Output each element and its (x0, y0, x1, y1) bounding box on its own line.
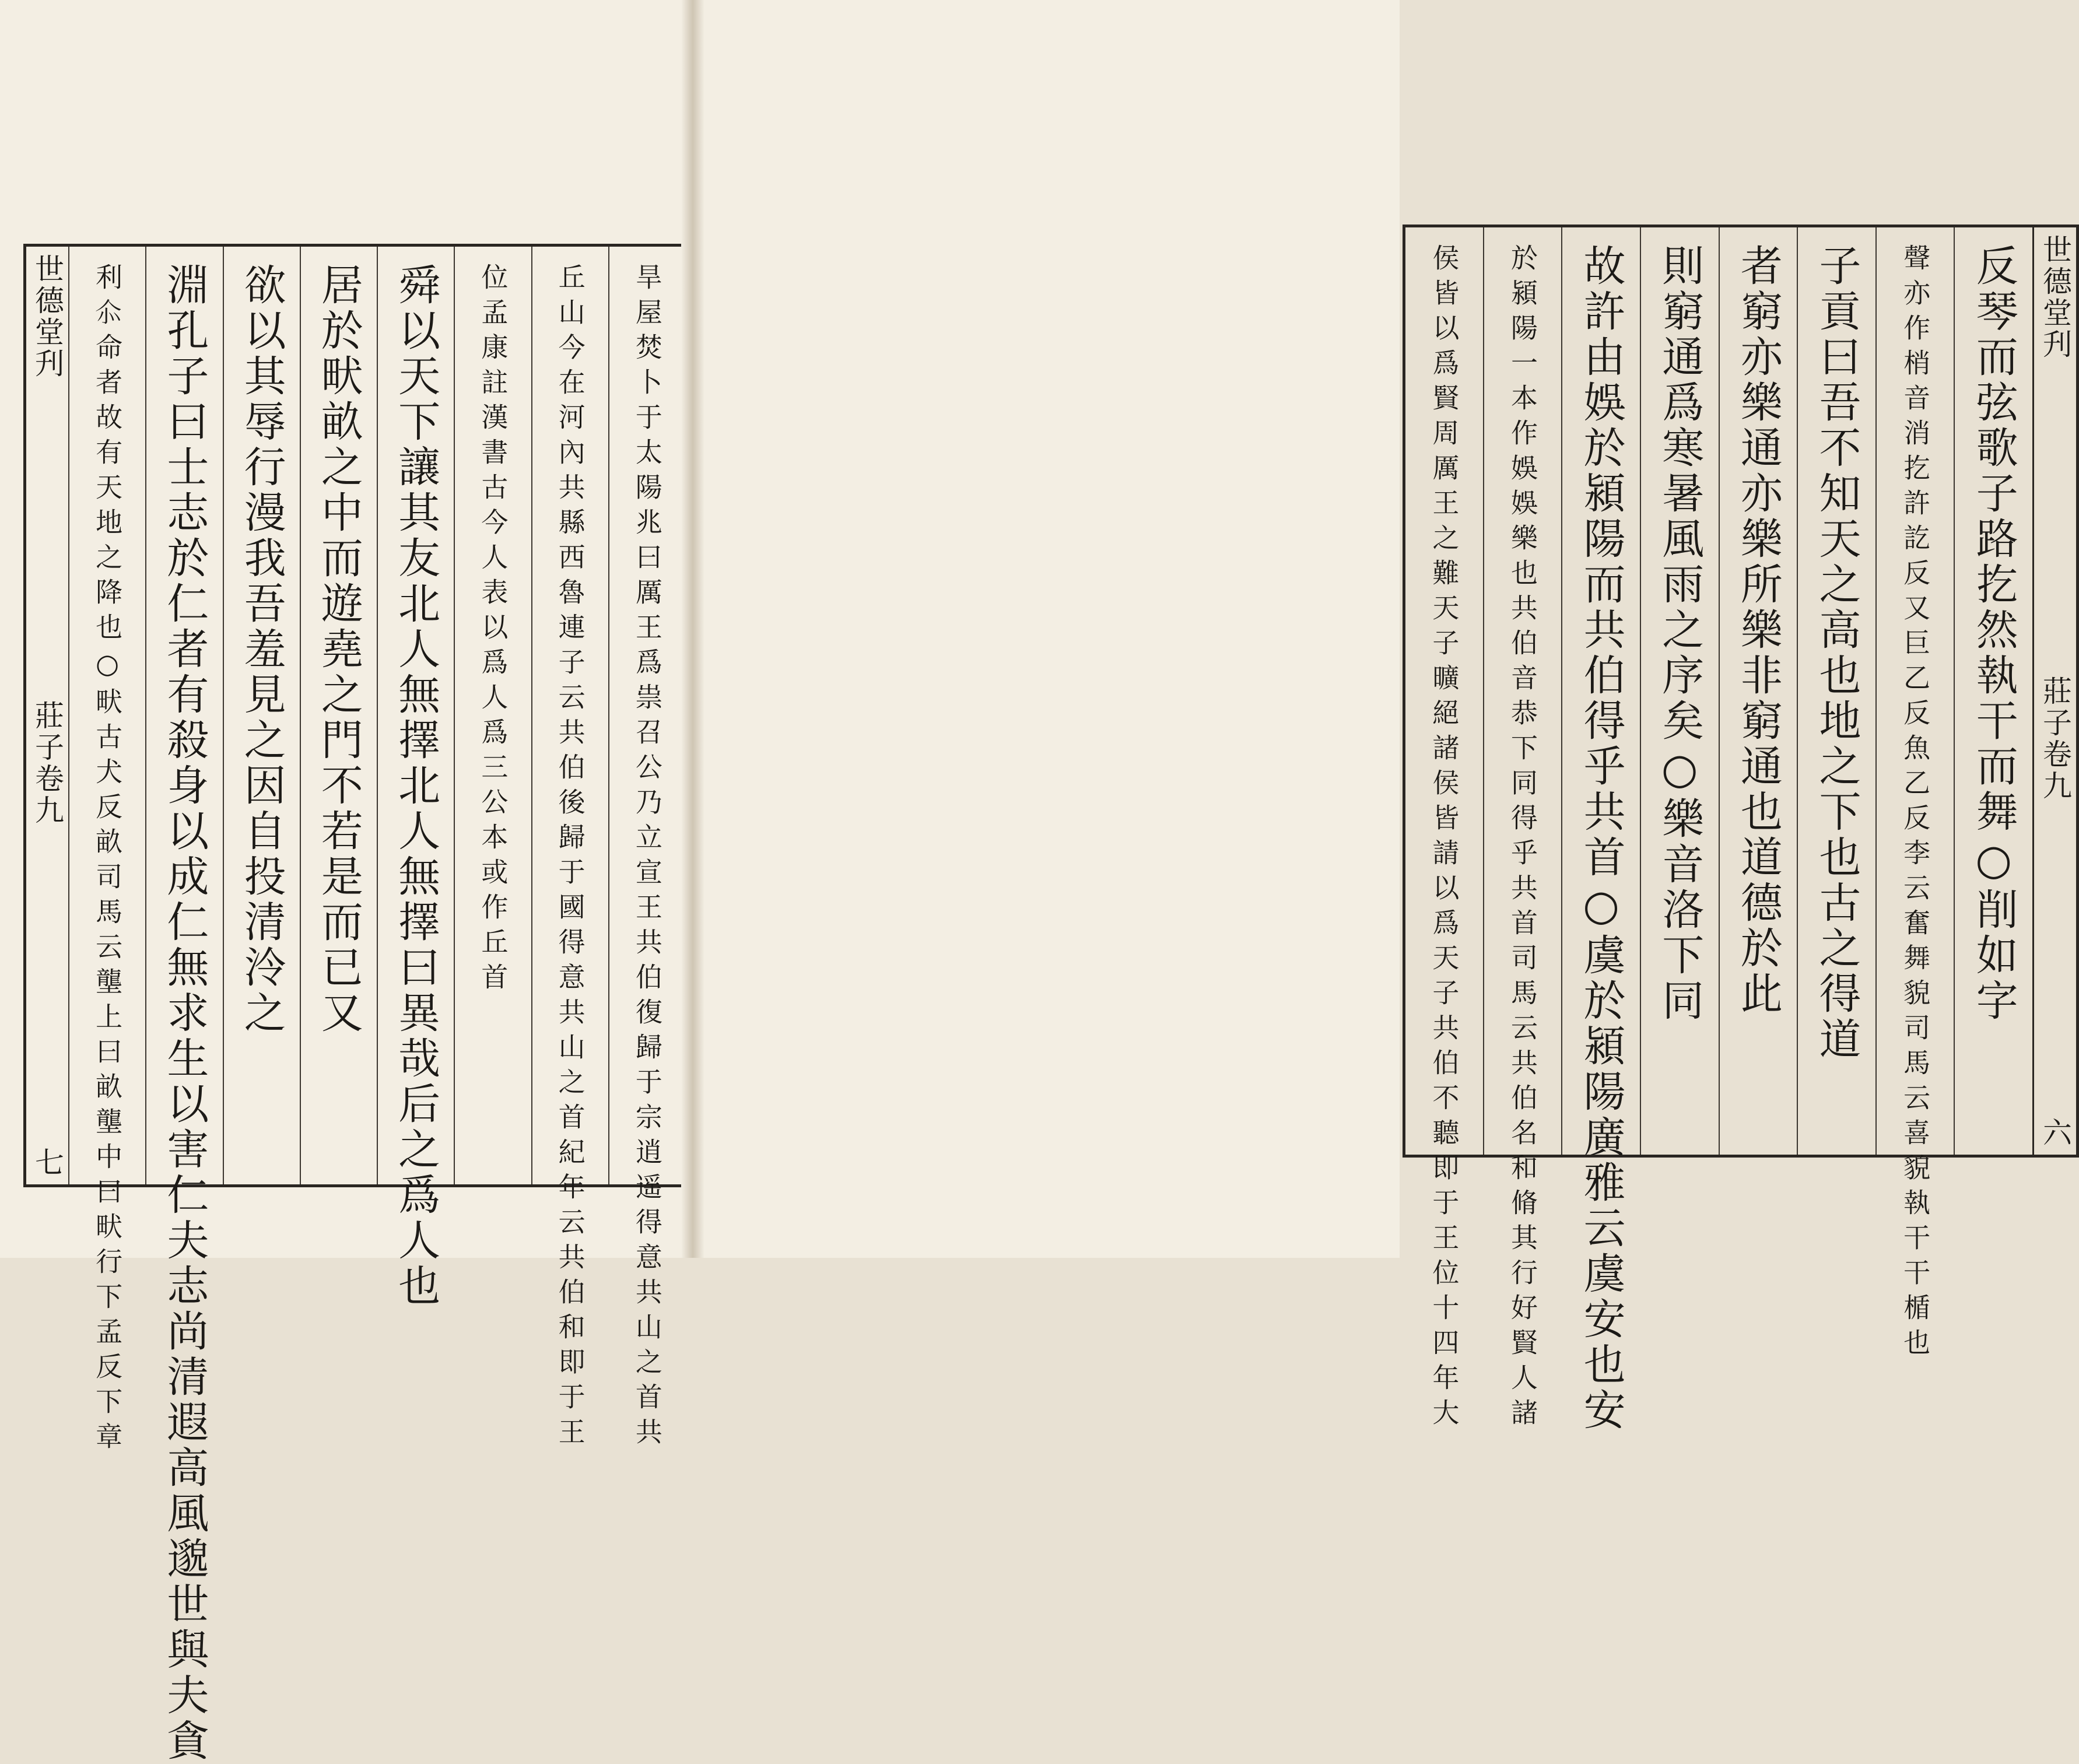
left-text-column-2: 丘山今在河內共縣西魯連子云共伯後歸于國得意共山之首紀年云共伯和即于王 (531, 247, 608, 1184)
right-text-column-1: 反琴而弦歌子路扢然執干而舞○削如字 (1954, 227, 2032, 1155)
left-page (0, 0, 688, 1764)
right-page-frame (1403, 225, 2079, 1433)
right-text-column-4: 者窮亦樂通亦樂所樂非窮通也道德於此 (1719, 227, 1797, 1155)
right-text-column-6: 故許由娛於潁陽而共伯得乎共首○虞於潁陽廣雅云虞安也安 (1561, 227, 1640, 1155)
left-text-column-8: 利𠇍命者故有天地之降也○畎古犬反畝司馬云壟上曰畝壟中曰畎行下孟反下章 (68, 247, 145, 1184)
right-text-column-3: 子貢曰吾不知天之高也地之下也古之得道 (1797, 227, 1875, 1155)
left-margin-column (26, 247, 68, 1184)
left-page-frame (23, 244, 688, 1764)
right-text-column-2: 聲亦作梢音消扢許訖反又巨乙反魚乙反李云奮舞貌司馬云喜貌執干干楯也 (1875, 227, 1954, 1155)
right-text-column-8: 侯皆以爲賢周厲王之難天子曠絕諸侯皆請以爲天子共伯不聽即于王位十四年大 (1428, 244, 1460, 1433)
left-margin-chapter: 莊子卷九 (30, 700, 64, 826)
book-gutter (681, 0, 704, 1258)
left-page-columns (26, 247, 685, 1764)
left-text-column-4: 舜以天下讓其友北人無擇北人無擇曰異哉后之爲人也 (377, 247, 454, 1184)
right-margin-folio: 六 (2038, 1117, 2072, 1149)
right-margin-column (2032, 227, 2076, 1155)
right-page-columns (1405, 227, 2076, 1433)
left-text-column-3: 位孟康註漢書古今人表以爲人爲三公本或作丘首 (454, 247, 531, 1184)
left-margin-folio: 七 (30, 1147, 64, 1179)
left-margin-title: 世德堂刋 (30, 254, 64, 380)
right-page (697, 0, 2072, 1433)
left-text-column-1: 旱屋焚卜于太陽兆曰厲王爲祟召公乃立宣王共伯復歸于宗逍遥得意共山之首共 (608, 247, 685, 1184)
left-text-column-5: 居於畎畝之中而遊堯之門不若是而已又 (300, 247, 377, 1184)
left-text-column-6: 欲以其辱行漫我吾羞見之因自投清泠之 (223, 247, 300, 1184)
right-text-column-5: 則窮通爲寒暑風雨之序矣○樂音洛下同 (1640, 227, 1719, 1155)
right-text-column-7: 於潁陽一本作娛娛樂也共伯音恭下同得乎共首司馬云共伯名和脩其行好賢人諸 (1483, 227, 1562, 1155)
left-text-column-7: 淵孔子曰士志於仁者有殺身以成仁無求生以害仁夫志尚清遐高風邈世與夫貪 (145, 247, 222, 1184)
right-margin-chapter: 莊子卷九 (2038, 676, 2072, 802)
right-margin-title: 世德堂刋 (2038, 234, 2072, 360)
